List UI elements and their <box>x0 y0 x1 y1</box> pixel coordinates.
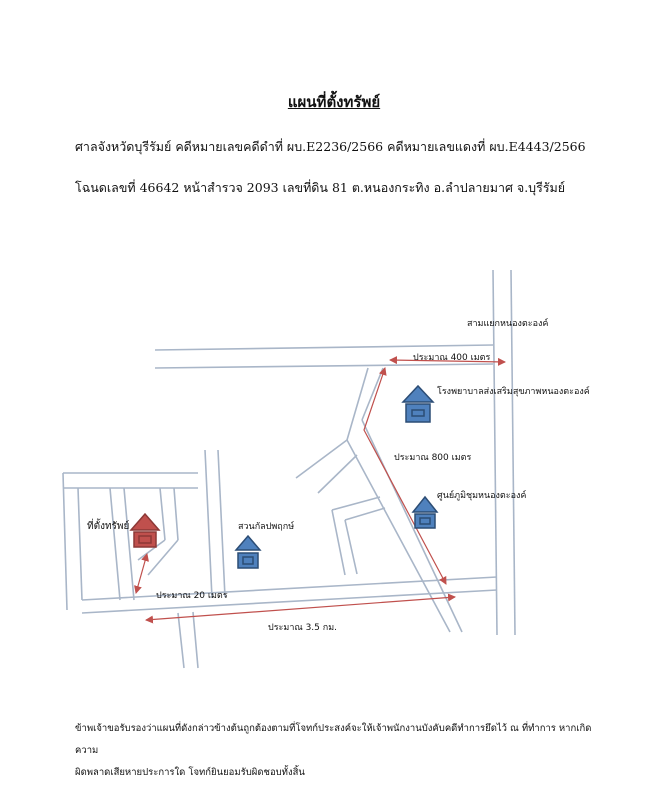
road-south-main <box>82 577 497 600</box>
page-title: แผนที่ตั้งทรัพย์ <box>287 93 381 111</box>
property-label: ที่ตั้งทรัพย์ <box>87 521 130 532</box>
road-alley-1 <box>110 488 120 600</box>
road-alley-2 <box>160 488 165 540</box>
certification-line-2: ผิดพลาดเสียหายประการใด โจทก์ยินยอมรับผิดชอบทั้งสิ้น <box>75 767 305 778</box>
park-label: สวนกัลปพฤกษ์ <box>238 522 295 532</box>
property-icon <box>131 514 159 547</box>
junction-label: สามแยกหนองตะองค์ <box>467 319 549 329</box>
certification-note <box>75 718 595 784</box>
road-west-edge <box>63 473 67 610</box>
road-park <box>205 450 212 598</box>
arrow-20m <box>136 554 147 593</box>
distance-400-label: ประมาณ 400 เมตร <box>413 353 491 363</box>
road-network <box>63 270 515 668</box>
certification-line-1: ข้าพเจ้าขอรับรองว่าแผนที่ดังกล่าวข้างต้นถูกต้องตามที่โจทก์ประสงค์จะให้เจ้าพนักงานบังคับคดีทำการยึดไว้ ณ ที่ทำการ หากเกิดความ <box>75 723 592 756</box>
deed-info-line: โฉนดเลขที่ 46642 หน้าสำรวจ 2093 เลขที่ดิน 81 ต.หนองกระทิง อ.ลำปลายมาศ จ.บุรีรัมย์ <box>75 180 566 195</box>
hospital-label: โรงพยาบาลส่งเสริมสุขภาพหนองตะองค์ <box>437 387 590 397</box>
road-south-stub <box>178 613 184 668</box>
distance-3-5-label: ประมาณ 3.5 กม. <box>268 623 337 633</box>
road-branch-south <box>332 497 380 510</box>
park-icon <box>236 536 260 568</box>
road-north <box>155 345 493 350</box>
distance-20-label: ประมาณ 20 เมตร <box>156 591 228 601</box>
child-center-icon <box>413 497 437 528</box>
hospital-icon <box>403 386 433 422</box>
child-center-label: ศูนย์ภูมิชุมหนองตะองค์ <box>437 491 527 501</box>
case-info-line: ศาลจังหวัดบุรีรัมย์ คดีหมายเลขคดีดำที่ ผบ.E2236/2566 คดีหมายเลขแดงที่ ผบ.E4443/2566 <box>75 139 586 154</box>
distance-800-label: ประมาณ 800 เมตร <box>394 453 472 463</box>
